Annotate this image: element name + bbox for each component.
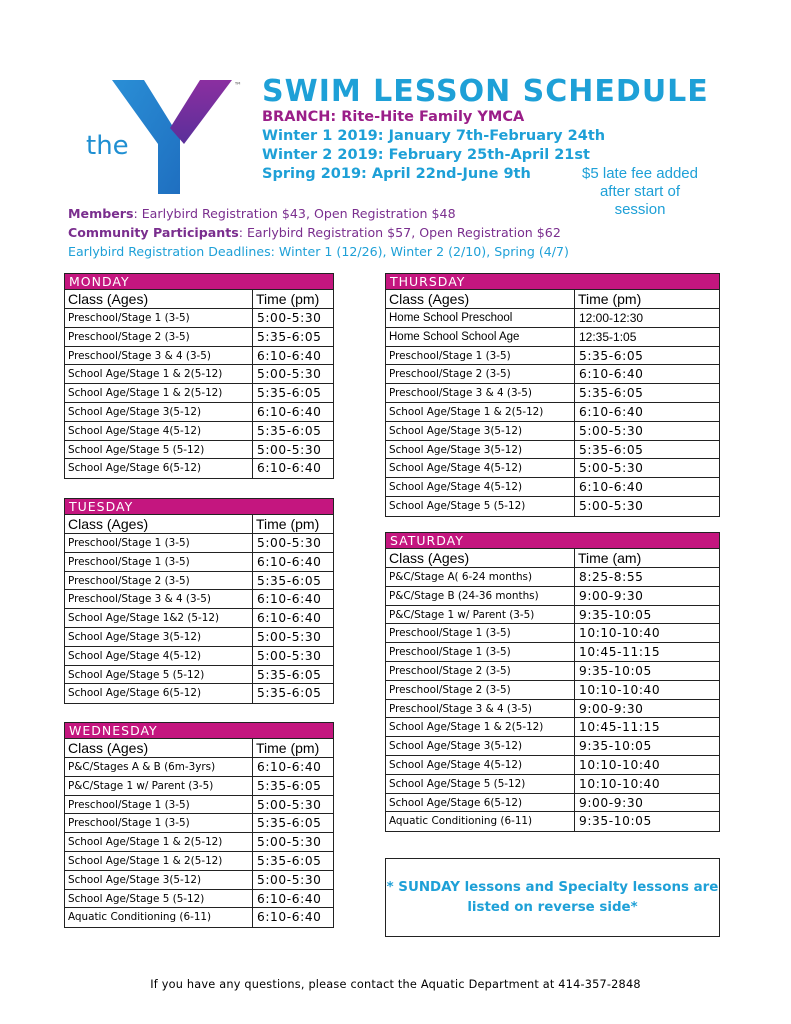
- time-cell: 6:10-6:40: [579, 367, 644, 382]
- class-cell: School Age/Stage 4(5-12): [65, 647, 253, 665]
- time-cell: 5:00-5:30: [257, 872, 322, 887]
- class-cell: Preschool/Stage 1 (3-5): [386, 624, 575, 642]
- table-row: [386, 662, 719, 681]
- class-cell: Preschool/Stage 2 (3-5): [65, 572, 253, 590]
- class-cell: P&C/Stage 1 w/ Parent (3-5): [65, 777, 253, 795]
- time-cell: 6:10-6:40: [257, 611, 322, 626]
- time-header: Time (pm): [256, 740, 320, 756]
- table-row: [65, 328, 333, 347]
- table-row: [65, 609, 333, 628]
- class-cell: School Age/Stage 5 (5-12): [386, 775, 575, 793]
- time-cell: 6:10-6:40: [257, 554, 322, 569]
- time-cell: 5:00-5:30: [257, 367, 322, 382]
- branch-line: BRANCH: Rite-Hite Family YMCA: [262, 109, 525, 125]
- time-cell: 6:10-6:40: [257, 404, 322, 419]
- table-row: [386, 422, 719, 441]
- time-cell: 9:00-9:30: [579, 701, 644, 716]
- class-cell: Preschool/Stage 1 (3-5): [386, 347, 575, 365]
- time-cell: 5:00-5:30: [257, 442, 322, 457]
- time-cell: 5:35-6:05: [257, 329, 322, 344]
- time-cell: 9:35-10:05: [579, 607, 652, 622]
- table-row: [386, 568, 719, 587]
- class-cell: Preschool/Stage 2 (3-5): [386, 681, 575, 699]
- time-cell: 5:35-6:05: [257, 853, 322, 868]
- table-row: [386, 403, 719, 422]
- time-cell: 6:10-6:40: [579, 480, 644, 495]
- page-title: SWIM LESSON SCHEDULE: [262, 74, 709, 109]
- saturday-day-label: SATURDAY: [386, 533, 719, 549]
- class-cell: Aquatic Conditioning (6-11): [386, 812, 575, 831]
- table-row: [65, 534, 333, 553]
- table-row: [386, 365, 719, 384]
- class-cell: School Age/Stage 5 (5-12): [65, 890, 253, 908]
- class-cell: School Age/Stage 1 & 2(5-12): [65, 365, 253, 383]
- wednesday-table: [64, 722, 334, 928]
- class-cell: Preschool/Stage 1 (3-5): [65, 796, 253, 814]
- table-row: [386, 624, 719, 643]
- class-cell: Home School Preschool: [386, 309, 575, 327]
- class-cell: School Age/Stage 6(5-12): [65, 459, 253, 478]
- table-row: [386, 700, 719, 719]
- class-cell: P&C/Stage B (24-36 months): [386, 587, 575, 605]
- table-row: [386, 606, 719, 625]
- tuesday-table: [64, 498, 334, 704]
- time-cell: 5:00-5:30: [257, 648, 322, 663]
- time-cell: 5:00-5:30: [257, 797, 322, 812]
- table-row: [65, 684, 333, 703]
- logo-ymca-text: YMCA: [188, 168, 214, 198]
- saturday-table: [385, 532, 720, 832]
- table-header-row: [65, 515, 333, 534]
- class-cell: School Age/Stage 3(5-12): [65, 628, 253, 646]
- class-cell: School Age/Stage 3(5-12): [65, 403, 253, 421]
- class-cell: School Age/Stage 3(5-12): [386, 422, 575, 440]
- class-cell: School Age/Stage 1 & 2(5-12): [386, 403, 575, 421]
- members-text: : Earlybird Registration $43, Open Registration $48: [133, 206, 456, 221]
- time-cell: 6:10-6:40: [257, 760, 322, 774]
- table-row: [386, 328, 719, 347]
- class-cell: School Age/Stage 1 & 2(5-12): [65, 384, 253, 402]
- class-ages-header: Class (Ages): [65, 739, 253, 757]
- time-cell: 5:00-5:30: [257, 311, 322, 325]
- table-row: [386, 794, 719, 813]
- class-cell: School Age/Stage 3(5-12): [65, 871, 253, 889]
- table-row: [386, 681, 719, 700]
- time-cell: 8:25-8:55: [579, 570, 644, 584]
- table-row: [65, 796, 333, 815]
- monday-day-label: MONDAY: [65, 274, 333, 290]
- time-cell: 6:10-6:40: [257, 592, 322, 607]
- table-row: [65, 908, 333, 927]
- class-ages-header: Class (Ages): [386, 290, 575, 308]
- table-row: [65, 309, 333, 328]
- class-cell: Preschool/Stage 1 (3-5): [65, 534, 253, 552]
- table-row: [65, 422, 333, 441]
- class-cell: School Age/Stage 3(5-12): [386, 737, 575, 755]
- class-cell: School Age/Stage 5 (5-12): [65, 441, 253, 459]
- time-cell: 10:10-10:40: [579, 682, 661, 697]
- table-row: [386, 775, 719, 794]
- wednesday-day-label: WEDNESDAY: [65, 723, 333, 739]
- class-cell: Preschool/Stage 2 (3-5): [386, 662, 575, 680]
- class-cell: School Age/Stage 4(5-12): [386, 459, 575, 477]
- table-row: [65, 384, 333, 403]
- time-header: Time (pm): [256, 291, 320, 307]
- time-cell: 5:00-5:30: [257, 835, 322, 850]
- time-header: Time (am): [578, 550, 642, 566]
- table-row: [386, 756, 719, 775]
- table-row: [65, 666, 333, 685]
- class-cell: Preschool/Stage 2 (3-5): [65, 328, 253, 346]
- table-row: [65, 441, 333, 460]
- table-row: [65, 553, 333, 572]
- time-cell: 12:00-12:30: [579, 311, 644, 325]
- time-header: Time (pm): [578, 291, 642, 307]
- time-cell: 9:00-9:30: [579, 588, 644, 603]
- time-cell: 6:10-6:40: [579, 404, 644, 419]
- time-cell: 5:35-6:05: [579, 348, 644, 363]
- table-row: [65, 572, 333, 591]
- class-cell: School Age/Stage 5 (5-12): [386, 497, 575, 516]
- thursday-table: [385, 273, 720, 517]
- time-cell: 10:10-10:40: [579, 626, 661, 641]
- monday-table: [64, 273, 334, 479]
- table-row: [65, 459, 333, 478]
- table-row: [65, 347, 333, 366]
- time-cell: 9:35-10:05: [579, 739, 652, 754]
- class-cell: School Age/Stage 5 (5-12): [65, 666, 253, 684]
- spring-dates: Spring 2019: April 22nd-June 9th: [262, 166, 531, 182]
- table-row: [386, 309, 719, 328]
- class-cell: School Age/Stage 6(5-12): [65, 684, 253, 703]
- table-row: [386, 587, 719, 606]
- table-row: [386, 459, 719, 478]
- time-cell: 5:35-6:05: [257, 816, 322, 831]
- class-cell: Preschool/Stage 1 (3-5): [65, 309, 253, 327]
- class-cell: School Age/Stage 1&2 (5-12): [65, 609, 253, 627]
- table-header-row: [65, 739, 333, 758]
- table-row: [65, 365, 333, 384]
- class-cell: Preschool/Stage 3 & 4 (3-5): [65, 590, 253, 608]
- class-cell: Preschool/Stage 1 (3-5): [65, 814, 253, 832]
- time-cell: 5:35-6:05: [257, 386, 322, 401]
- table-header-row: [386, 549, 719, 568]
- table-row: [386, 737, 719, 756]
- class-cell: School Age/Stage 1 & 2(5-12): [65, 833, 253, 851]
- table-row: [65, 403, 333, 422]
- time-cell: 6:10-6:40: [257, 461, 322, 476]
- footer-contact: If you have any questions, please contact the Aquatic Department at 414-357-2848: [150, 978, 641, 991]
- time-cell: 5:00-5:30: [579, 498, 644, 513]
- table-row: [386, 347, 719, 366]
- class-cell: School Age/Stage 4(5-12): [386, 756, 575, 774]
- table-row: [65, 852, 333, 871]
- time-cell: 5:00-5:30: [579, 423, 644, 438]
- time-cell: 5:35-6:05: [257, 667, 322, 682]
- time-cell: 9:35-10:05: [579, 814, 652, 829]
- time-cell: 5:35-6:05: [257, 573, 322, 588]
- time-cell: 12:35-1:05: [579, 329, 637, 344]
- table-row: [65, 833, 333, 852]
- members-pricing: [68, 206, 456, 221]
- members-label: Members: [68, 206, 134, 221]
- table-row: [386, 718, 719, 737]
- time-cell: 5:35-6:05: [579, 442, 644, 457]
- winter2-dates: Winter 2 2019: February 25th-April 21st: [262, 147, 590, 163]
- time-cell: 5:35-6:05: [257, 686, 322, 701]
- class-cell: P&C/Stage A( 6-24 months): [386, 568, 575, 586]
- time-header: Time (pm): [256, 516, 320, 532]
- table-row: [65, 628, 333, 647]
- time-cell: 10:10-10:40: [579, 776, 661, 791]
- time-cell: 6:10-6:40: [257, 348, 322, 363]
- class-cell: P&C/Stage 1 w/ Parent (3-5): [386, 606, 575, 624]
- class-ages-header: Class (Ages): [65, 290, 253, 308]
- table-row: [65, 890, 333, 909]
- table-row: [386, 497, 719, 516]
- class-cell: P&C/Stages A & B (6m-3yrs): [65, 758, 253, 776]
- table-row: [386, 441, 719, 460]
- class-cell: Preschool/Stage 1 (3-5): [65, 553, 253, 571]
- late-fee-note: $5 late fee added after start of session: [582, 165, 698, 218]
- registration-deadlines: Earlybird Registration Deadlines: Winter 1 (12/26), Winter 2 (2/10), Spring (4/7): [68, 244, 569, 259]
- tuesday-day-label: TUESDAY: [65, 499, 333, 515]
- table-row: [65, 590, 333, 609]
- time-cell: 10:45-11:15: [579, 645, 661, 660]
- class-ages-header: Class (Ages): [386, 549, 575, 567]
- class-cell: Preschool/Stage 1 (3-5): [386, 643, 575, 661]
- time-cell: 5:35-6:05: [257, 423, 322, 438]
- class-cell: School Age/Stage 4(5-12): [65, 422, 253, 440]
- time-cell: 5:00-5:30: [257, 536, 322, 550]
- class-cell: Preschool/Stage 3 & 4 (3-5): [65, 347, 253, 365]
- time-cell: 10:10-10:40: [579, 757, 661, 772]
- thursday-day-label: THURSDAY: [386, 274, 719, 290]
- table-header-row: [65, 290, 333, 309]
- class-cell: Preschool/Stage 3 & 4 (3-5): [386, 384, 575, 402]
- class-ages-header: Class (Ages): [65, 515, 253, 533]
- time-cell: 5:00-5:30: [579, 461, 644, 476]
- class-cell: School Age/Stage 3(5-12): [386, 441, 575, 459]
- logo-the-text: the: [86, 131, 129, 161]
- time-cell: 9:35-10:05: [579, 663, 652, 678]
- community-label: Community Participants: [68, 225, 239, 240]
- winter1-dates: Winter 1 2019: January 7th-February 24th: [262, 128, 606, 144]
- class-cell: Preschool/Stage 3 & 4 (3-5): [386, 700, 575, 718]
- time-cell: 9:00-9:30: [579, 795, 644, 810]
- table-row: [386, 812, 719, 831]
- table-header-row: [386, 290, 719, 309]
- table-row: [386, 384, 719, 403]
- class-cell: School Age/Stage 6(5-12): [386, 794, 575, 812]
- time-cell: 10:45-11:15: [579, 720, 661, 735]
- time-cell: 5:35-6:05: [257, 778, 322, 793]
- sunday-note-box: [385, 858, 720, 937]
- time-cell: 6:10-6:40: [257, 910, 322, 925]
- class-cell: School Age/Stage 1 & 2(5-12): [65, 852, 253, 870]
- time-cell: 5:35-6:05: [579, 386, 644, 401]
- class-cell: Preschool/Stage 2 (3-5): [386, 365, 575, 383]
- class-cell: Home School School Age: [386, 328, 575, 346]
- community-text: : Earlybird Registration $57, Open Registration $62: [238, 225, 561, 240]
- community-pricing: [68, 225, 561, 240]
- table-row: [65, 777, 333, 796]
- class-cell: School Age/Stage 1 & 2(5-12): [386, 718, 575, 736]
- table-row: [65, 814, 333, 833]
- table-row: [65, 871, 333, 890]
- class-cell: School Age/Stage 4(5-12): [386, 478, 575, 496]
- table-row: [386, 643, 719, 662]
- table-row: [65, 647, 333, 666]
- time-cell: 5:00-5:30: [257, 629, 322, 644]
- logo-tm: ™: [234, 81, 242, 90]
- time-cell: 6:10-6:40: [257, 891, 322, 906]
- class-cell: Aquatic Conditioning (6-11): [65, 908, 253, 927]
- ymca-logo: [82, 72, 250, 202]
- table-row: [65, 758, 333, 777]
- table-row: [386, 478, 719, 497]
- sunday-note: * SUNDAY lessons and Specialty lessons are listed on reverse side*: [386, 879, 719, 915]
